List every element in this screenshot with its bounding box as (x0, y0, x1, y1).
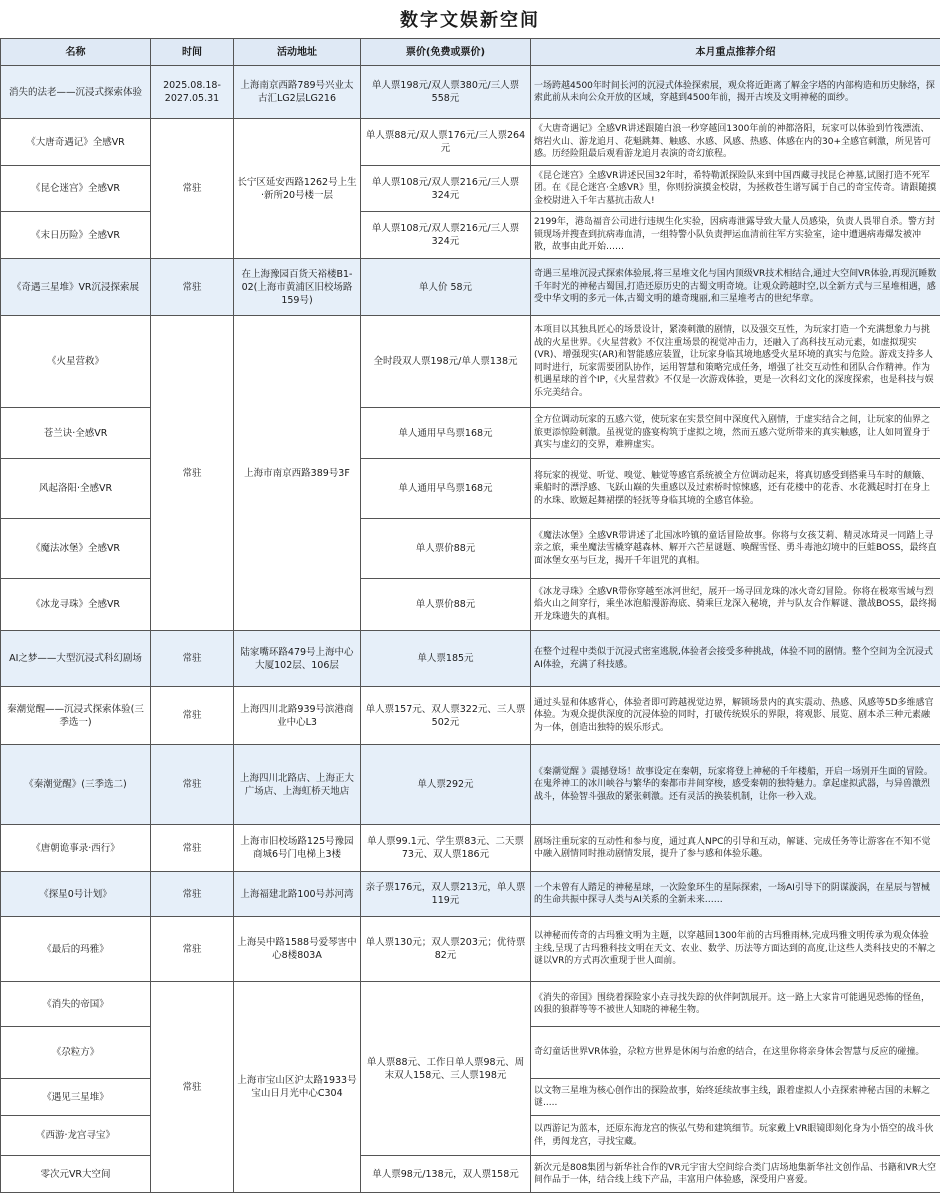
header-time: 时间 (151, 39, 234, 66)
cell-price: 单人票292元 (361, 745, 531, 825)
cell-time: 常驻 (151, 631, 234, 687)
cell-price: 全时段双人票198元/单人票138元 (361, 316, 531, 408)
cell-desc: 《魔法冰堡》全感VR带讲述了北国冰吟镇的童话冒险故事。你将与女孩艾莉、精灵冰琦灵一同踏上寻亲之旅，乘坐魔法雪橇穿越森林、解开六芒星谜题、唤醒雪怪、勇斗毒池幻境中的巨蛙BOSS，最终直面冰堡女巫与巨龙，揭开千年诅咒的真相。 (531, 519, 940, 579)
cell-price: 单人票185元 (361, 631, 531, 687)
table-row (1, 66, 940, 119)
cell-price: 单人票108元/双人票216元/三人票324元 (361, 166, 531, 212)
cell-desc: 一个未曾有人踏足的神秘星球，一次险象环生的星际探索，一场AI引导下的阴谋漩涡，在星辰与智械的生命共振中探寻人类与AI关系的全新未来…… (531, 872, 940, 917)
cell-name: 《奇遇三星堆》VR沉浸探索展 (1, 259, 151, 316)
table-row (1, 982, 940, 1027)
cell-desc: 《冰龙寻珠》全感VR带你穿越至冰河世纪，展开一场寻回龙珠的冰火奇幻冒险。你将在极寒雪域与烈焰火山之间穿行，乘坐冰泡船漫游海底、骑乘巨龙深入秘境，并与队友合作解谜、激战BOSS，最终揭开龙珠遗失的真相。 (531, 579, 940, 631)
cell-desc: 新次元是808集团与新华社合作的VR元宇宙大空间综合类门店场地集新华社文创作品、书籍和VR大空间作品于一体，结合线上线下产品，丰富用户体验感，深受用户喜爱。 (531, 1156, 940, 1193)
cell-name: 《最后的玛雅》 (1, 917, 151, 982)
cell-desc: 将玩家的视觉、听觉、嗅觉、触觉等感官系统被全方位调动起来，将真切感受到搭乘马车时的颠簸、乘船时的漂浮感、飞跃山巅的失重感以及过索桥时惊悚感，还有花楼中的花香、水花溅起时打在身上的水珠、欧姬起舞裙摆的轻抚等身临其境的全感官体验。 (531, 459, 940, 519)
cell-name: 《秦潮觉醒》(三季选二) (1, 745, 151, 825)
header-address: 活动地址 (234, 39, 361, 66)
cell-time: 常驻 (151, 316, 234, 631)
cell-desc: 全方位调动玩家的五感六觉，使玩家在实景空间中深度代入剧情，于虚实结合之间，让玩家的仙界之旅更添惊险刺激。虽视觉的盛宴构筑于虚拟之境，然而五感六觉所带来的真实触感，让人如同置身于真实与虚幻的交界，难辨虚实。 (531, 408, 940, 459)
cell-time: 常驻 (151, 872, 234, 917)
table-row (1, 408, 940, 459)
cell-price: 单人票99.1元、学生票83元、二天票73元、双人票186元 (361, 825, 531, 872)
cell-address: 上海吴中路1588号爱琴害中心8楼803A (234, 917, 361, 982)
cell-address: 上海南京西路789号兴业太古汇LG2层LG216 (234, 66, 361, 119)
cell-price: 单人票98元/138元，双人票158元 (361, 1156, 531, 1193)
table-row (1, 316, 940, 408)
cell-address: 上海四川北路店、上海正大广场店、上海虹桥天地店 (234, 745, 361, 825)
cell-time: 常驻 (151, 119, 234, 259)
cell-name: 《遇见三星堆》 (1, 1079, 151, 1116)
cell-price: 亲子票176元，双人票213元，单人票119元 (361, 872, 531, 917)
cell-address: 上海四川北路939号滨港商业中心L3 (234, 687, 361, 745)
cell-price: 单人价 58元 (361, 259, 531, 316)
table-row (1, 259, 940, 316)
cell-name: 秦潮觉醒——沉浸式探索体验(三季选一) (1, 687, 151, 745)
cell-name: 《西游·龙宫寻宝》 (1, 1116, 151, 1156)
header-name: 名称 (1, 39, 151, 66)
cell-desc: 以文物三星堆为核心创作出的探险故事，始终延续故事主线，跟着虚拟人小垚探索神秘古国的未解之谜..... (531, 1079, 940, 1116)
cell-name: 零次元VR大空间 (1, 1156, 151, 1193)
cell-price: 单人票88元/双人票176元/三人票264元 (361, 119, 531, 166)
cell-price: 单人票价88元 (361, 519, 531, 579)
table-row (1, 1156, 940, 1193)
schedule-table (0, 38, 940, 1193)
cell-desc: 《秦潮觉醒 》震撼登场！故事设定在秦朝，玩家将登上神秘的千年楼船，开启一场别开生面的冒险。在鬼斧神工的冰川峡谷与繁华的秦都市井间穿梭，感受秦朝的独特魅力。拿起虚拟武器，与异兽激烈战斗，体验智斗强敌的紧张刺激。还有灵活的换装机制，让你一秒入戏。 (531, 745, 940, 825)
cell-address: 在上海豫园百货天裕楼B1-02(上海市黄浦区旧校场路159号) (234, 259, 361, 316)
cell-desc: 在整个过程中类似于沉浸式密室逃脱,体验者会接受多种挑战，体验不同的剧情。整个空间为全沉浸式AI体验，充满了科技感。 (531, 631, 940, 687)
cell-desc: 2199年，港岛福音公司进行违规生化实验，因病毒泄露导致大量人员感染，负责人畏罪自杀。警方封锁现场并搜查到抗病毒血清，一组特警小队负责押运血清前往军方实验室，途中遭遇病毒爆发被冲散，故事由此开始…… (531, 212, 940, 259)
cell-address: 上海福建北路100号苏河湾 (234, 872, 361, 917)
cell-name: 消失的法老——沉浸式探索体验 (1, 66, 151, 119)
cell-desc: 奇遇三星堆沉浸式探索体验展,将三星堆文化与国内顶级VR技术相结合,通过大空间VR体验,再现沉睡数千年时光的神秘古蜀国,打造还原历史的古蜀文明奇境。让观众跨越时空,以全新方式与三星堆相遇，感受中华文明的多元一体,古蜀文明的雄奇瑰丽,和三星堆考古的世纪华章。 (531, 259, 940, 316)
table-header-row (1, 39, 940, 66)
cell-price: 单人票88元、工作日单人票98元、周末双人158元、三人票198元 (361, 982, 531, 1156)
cell-time: 常驻 (151, 745, 234, 825)
cell-price: 单人票价88元 (361, 579, 531, 631)
cell-name: 《探星0号计划》 (1, 872, 151, 917)
cell-desc: 《大唐奇遇记》全感VR讲述跟随白浪一秒穿越回1300年前的神都洛阳，玩家可以体验到竹筏漂流、熔岩火山、游龙追月、花魁跳舞、触感、水感、风感、热感、体感在内的30+全感官刺激，所见皆可感。历经险阻最后观看游龙追月表演的奇幻旅程。 (531, 119, 940, 166)
cell-name: 《冰龙寻珠》全感VR (1, 579, 151, 631)
cell-address: 陆家嘴环路479号上海中心大厦102层、106层 (234, 631, 361, 687)
cell-time: 2025.08.18-2027.05.31 (151, 66, 234, 119)
cell-time: 常驻 (151, 982, 234, 1193)
header-price: 票价(免费或票价) (361, 39, 531, 66)
table-row (1, 631, 940, 687)
cell-price: 单人票198元/双人票380元/三人票558元 (361, 66, 531, 119)
cell-name: AI之梦——大型沉浸式科幻剧场 (1, 631, 151, 687)
cell-time: 常驻 (151, 687, 234, 745)
cell-name: 《唐朝诡事录·西行》 (1, 825, 151, 872)
table-row (1, 579, 940, 631)
page-title: 数字文娱新空间 (0, 0, 940, 39)
cell-desc: 一场跨越4500年时间长河的沉浸式体验探索展，观众将近距离了解金字塔的内部构造和历史脉络，探索此前从未向公众开放的区域，穿越到4500年前，揭开古埃及文明神秘的面纱。 (531, 66, 940, 119)
cell-address: 上海市宝山区沪太路1933号宝山日月光中心C304 (234, 982, 361, 1193)
header-desc: 本月重点推荐介绍 (531, 39, 940, 66)
cell-price: 单人票130元；双人票203元；优待票82元 (361, 917, 531, 982)
cell-desc: 以西游记为蓝本，还原东海龙宫的恢弘气势和建筑细节。玩家戴上VR眼镜即刻化身为小悟空的战斗伙伴，勇闯龙宫，寻找宝藏。 (531, 1116, 940, 1156)
table-row (1, 917, 940, 982)
cell-desc: 奇幻童话世界VR体验，尕粒方世界是休闲与治愈的结合，在这里你将亲身体会智慧与反应的碰撞。 (531, 1027, 940, 1079)
table-row (1, 212, 940, 259)
cell-address: 上海市南京西路389号3F (234, 316, 361, 631)
table-row (1, 745, 940, 825)
cell-desc: 以神秘而传奇的古玛雅文明为主题，以穿越回1300年前的古玛雅雨林,完成玛雅文明传承为观众体验主线,呈现了古玛雅科技文明在天文、农业、数学、历法等方面达到的高度,让这些人类科技史的不解之谜以VR的方式再次重现于世人面前。 (531, 917, 940, 982)
cell-price: 单人票108元/双人票216元/三人票324元 (361, 212, 531, 259)
cell-desc: 《昆仑迷宫》全感VR讲述民国32年时，希特勒派探险队来到中国西藏寻找昆仑神墓,试图打造不死军团。在《昆仑迷宫·全感VR》里，你则扮演摸金校尉，为拯救苍生谱写属于自己的奇宝传奇。请跟随摸金校尉进入千年古墓抗击敌人! (531, 166, 940, 212)
table-row (1, 872, 940, 917)
cell-name: 《魔法冰堡》全感VR (1, 519, 151, 579)
cell-time: 常驻 (151, 825, 234, 872)
cell-time: 常驻 (151, 917, 234, 982)
cell-name: 《大唐奇遇记》全感VR (1, 119, 151, 166)
cell-address: 上海市旧校场路125号豫园商城6号门电梯上3楼 (234, 825, 361, 872)
cell-price: 单人通用早鸟票168元 (361, 408, 531, 459)
cell-name: 《尕粒方》 (1, 1027, 151, 1079)
cell-desc: 剧场注重玩家的互动性和参与度，通过真人NPC的引导和互动，解谜、完成任务等让游客在不知不觉中融入剧情同时推动剧情发展，提升了参与感和体验乐趣。 (531, 825, 940, 872)
table-row (1, 119, 940, 166)
table-row (1, 519, 940, 579)
cell-address: 长宁区延安西路1262号上生·新所20号楼一层 (234, 119, 361, 259)
cell-desc: 通过头显和体感背心，体验者即可跨越视觉边界，解锁场景内的真实震动、热感、风感等5D多维感官体验。为观众提供深度的沉浸体验的同时，打破传统娱乐的界限，将观影、展览、剧本杀三种元素融为一体，创造出独特的娱乐形式。 (531, 687, 940, 745)
cell-name: 《末日历险》全感VR (1, 212, 151, 259)
cell-desc: 《消失的帝国》围绕着探险家小垚寻找失踪的伙伴阿凯展开。这一路上大家肯可能遇见恐怖的怪鱼，凶狠的狼群等等不被世人知晓的神秘生物。 (531, 982, 940, 1027)
cell-name: 《昆仑迷宫》全感VR (1, 166, 151, 212)
cell-price: 单人通用早鸟票168元 (361, 459, 531, 519)
cell-name: 风起洛阳·全感VR (1, 459, 151, 519)
cell-name: 苍兰诀·全感VR (1, 408, 151, 459)
table-row (1, 687, 940, 745)
cell-name: 《火星营救》 (1, 316, 151, 408)
table-row (1, 459, 940, 519)
cell-time: 常驻 (151, 259, 234, 316)
table-row (1, 166, 940, 212)
cell-desc: 本项目以其独具匠心的场景设计，紧凑刺激的剧情，以及强交互性，为玩家打造一个充满想象力与挑战的火星世界。《火星营救》不仅注重场景的视觉冲击力，还融入了高科技互动元素，如虚拟现实(VR)、增强现实(AR)和智能感应装置，让玩家身临其境地感受火星环境的真实与危险。游戏支持多人同时进行，玩家需要团队协作，运用智慧和策略完成任务，增强了社交互动性和团队合作精神。作为机遇星球的首个IP，《火星营救》不仅是一次游戏体验，更是一次科幻文化的深度探索，也是科技与娱乐完美结合。 (531, 316, 940, 408)
table-row (1, 825, 940, 872)
cell-name: 《消失的帝国》 (1, 982, 151, 1027)
cell-price: 单人票157元、双人票322元、三人票502元 (361, 687, 531, 745)
